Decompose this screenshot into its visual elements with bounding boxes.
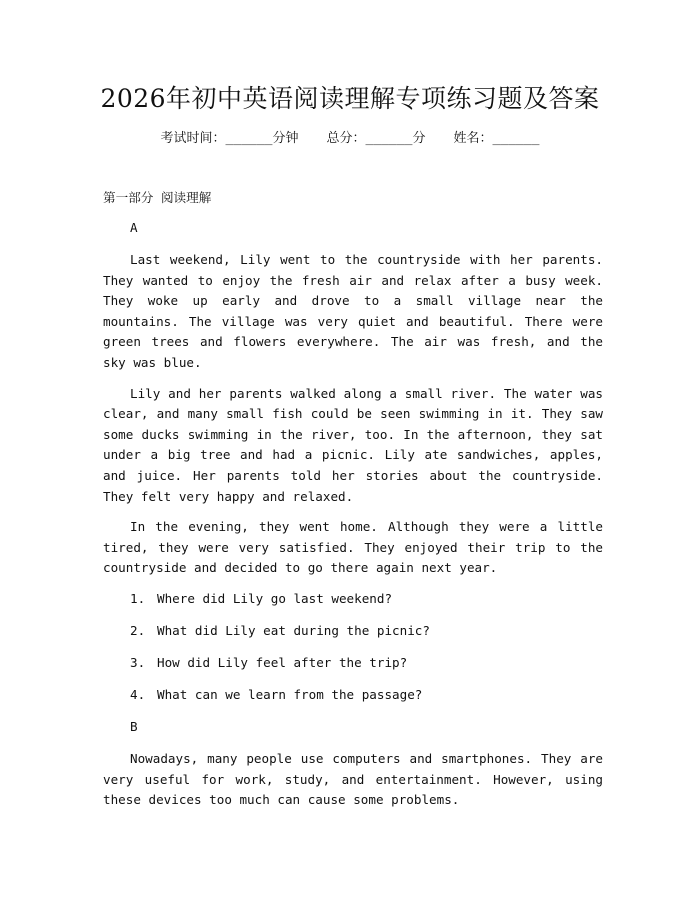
question-text: What did Lily eat during the picnic? (157, 622, 430, 638)
question-number: 4. (130, 686, 146, 702)
question-text: Where did Lily go last weekend? (157, 590, 393, 606)
question-text: How did Lily feel after the trip? (157, 654, 408, 670)
passage-a-letter: A (130, 220, 138, 235)
passage-b-letter: B (130, 718, 138, 734)
question-text: What can we learn from the passage? (157, 686, 423, 702)
content (103, 188, 603, 821)
exam-score: 总分：______分 (326, 131, 426, 146)
passage-a-paragraph-2: Lily and her parents walked along a small river. The water was clear, and many small fish could be seen swimming in it. They saw some ducks swimming in the river, too. In the afternoon, they sat under a big tree and had a picnic. Lily ate sandwiches, apples, and juice. Her parents told her stories about the countryside. They felt very happy and relaxed. (103, 385, 603, 504)
question-number: 2. (130, 622, 146, 638)
passage-a-paragraph-1: Last weekend, Lily went to the countryside with her parents. They wanted to enjoy the fresh air and relax after a busy week. They woke up early and drove to a small village near the mountains. The village was very quiet and beautiful. There were green trees and flowers everywhere. The air was fresh, and the sky was blue. (103, 252, 603, 370)
page-title: 2026年初中英语阅读理解专项练习题及答案 (100, 84, 600, 113)
question-number: 1. (130, 590, 146, 606)
exam-time: 考试时间：______分钟 (160, 131, 299, 146)
question-3 (103, 653, 603, 685)
question-number: 3. (130, 654, 146, 670)
passage-b-paragraph-1: Nowadays, many people use computers and smartphones. They are very useful for work, study, and entertainment. However, using these devices too much can cause some problems. (103, 750, 603, 808)
student-name: 姓名：______ (453, 131, 540, 146)
question-1 (103, 589, 603, 621)
exam-info (0, 129, 700, 149)
passage-a-paragraph-3: In the evening, they went home. Although they were a little tired, they were very satisfied. They enjoyed their trip to the countryside and decided to go there again next year. (103, 519, 603, 576)
section-title: 第一部分 阅读理解 (103, 190, 212, 205)
question-4 (103, 685, 603, 717)
question-2 (103, 621, 603, 653)
